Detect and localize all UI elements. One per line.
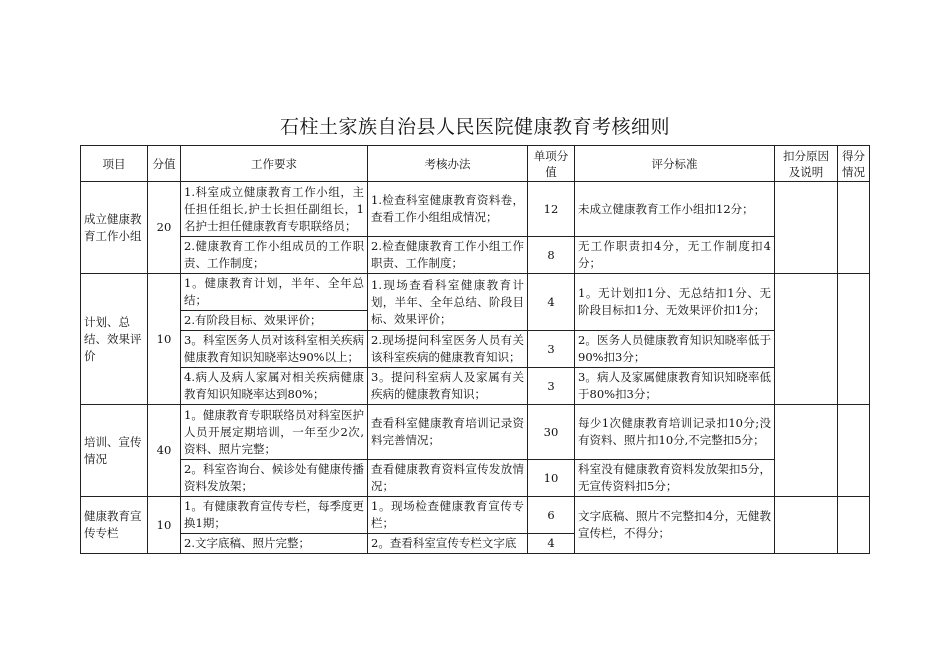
item-score-cell: 4 bbox=[528, 274, 575, 331]
deduction-reason-cell bbox=[775, 405, 838, 497]
requirement-cell: 2。科室咨询台、候诊处有健康传播资料发放架； bbox=[181, 460, 368, 497]
standard-cell: 科室没有健康教育资料发放架扣5分，无宣传资料扣5分； bbox=[575, 460, 775, 497]
method-cell: 查看科室健康教育培训记录资料完善情况； bbox=[368, 405, 528, 460]
item-score-cell: 10 bbox=[528, 460, 575, 497]
requirement-cell: 3。科室医务人员对该科室相关疾病健康教育知识知晓率达90%以上； bbox=[181, 331, 368, 368]
table-row bbox=[81, 182, 870, 237]
method-cell: 1。现场检查健康教育宣传专栏； bbox=[368, 497, 528, 534]
method-cell: 2。查看科室宣传专栏文字底 bbox=[368, 534, 528, 554]
header-method: 考核办法 bbox=[368, 146, 528, 182]
item-score-cell: 4 bbox=[528, 534, 575, 554]
header-item-score: 单项分值 bbox=[528, 146, 575, 182]
item-score-cell: 30 bbox=[528, 405, 575, 460]
item-score-cell: 6 bbox=[528, 497, 575, 534]
table-row bbox=[81, 368, 870, 405]
method-cell: 1.现场查看科室健康教育计划，半年、全年总结、阶段目标、效果评价； bbox=[368, 274, 528, 331]
project-cell: 成立健康教育工作小组 bbox=[81, 182, 148, 274]
method-cell: 3。提问科室病人及家属有关疾病的健康教育知识； bbox=[368, 368, 528, 405]
requirement-cell: 2.文字底稿、照片完整； bbox=[181, 534, 368, 554]
requirement-cell: 2.有阶段目标、效果评价； bbox=[181, 311, 368, 331]
requirement-cell: 1。健康教育专职联络员对科室医护人员开展定期培训，一年至少2次,资料、照片完整； bbox=[181, 405, 368, 460]
item-score-cell: 8 bbox=[528, 237, 575, 274]
requirement-cell: 2.健康教育工作小组成员的工作职责、工作制度； bbox=[181, 237, 368, 274]
header-deduction-reason: 扣分原因及说明 bbox=[775, 146, 838, 182]
table-row bbox=[81, 237, 870, 274]
result-cell bbox=[838, 274, 870, 405]
project-cell: 培训、宣传情况 bbox=[81, 405, 148, 497]
header-project: 项目 bbox=[81, 146, 148, 182]
method-cell: 查看健康教育资料宣传发放情况； bbox=[368, 460, 528, 497]
requirement-cell: 1.科室成立健康教育工作小组，主任担任组长,护士长担任副组长，1名护士担任健康教育专职联络员； bbox=[181, 182, 368, 237]
result-cell bbox=[838, 182, 870, 274]
standard-cell: 未成立健康教育工作小组扣12分； bbox=[575, 182, 775, 237]
document-title: 石柱土家族自治县人民医院健康教育考核细则 bbox=[279, 116, 670, 138]
item-score-cell: 12 bbox=[528, 182, 575, 237]
result-cell bbox=[838, 497, 870, 554]
standard-cell: 3。病人及家属健康教育知识知晓率低于80%扣3分； bbox=[575, 368, 775, 405]
result-cell bbox=[838, 405, 870, 497]
header-standard: 评分标准 bbox=[575, 146, 775, 182]
project-cell: 计划、总结、效果评价 bbox=[81, 274, 148, 405]
standard-cell: 无工作职责扣4分，无工作制度扣4分； bbox=[575, 237, 775, 274]
score-cell: 40 bbox=[148, 405, 181, 497]
table-row bbox=[81, 274, 870, 311]
score-cell: 10 bbox=[148, 274, 181, 405]
table-row bbox=[81, 497, 870, 534]
standard-cell: 文字底稿、照片不完整扣4分，无健教宣传栏，不得分； bbox=[575, 497, 775, 554]
table-row bbox=[81, 460, 870, 497]
requirement-cell: 1。健康教育计划，半年、全年总结； bbox=[181, 274, 368, 311]
score-cell: 10 bbox=[148, 497, 181, 554]
table-row bbox=[81, 405, 870, 460]
standard-cell: 每少1次健康教育培训记录扣10分;没有资料、照片扣10分,不完整扣5分； bbox=[575, 405, 775, 460]
method-cell: 2.现场提问科室医务人员有关该科室疾病的健康教育知识； bbox=[368, 331, 528, 368]
item-score-cell: 3 bbox=[528, 331, 575, 368]
requirement-cell: 1。有健康教育宣传专栏，每季度更换1期； bbox=[181, 497, 368, 534]
deduction-reason-cell bbox=[775, 497, 838, 554]
assessment-table bbox=[80, 145, 870, 554]
header-row bbox=[81, 146, 870, 182]
deduction-reason-cell bbox=[775, 274, 838, 405]
score-cell: 20 bbox=[148, 182, 181, 274]
table-row bbox=[81, 331, 870, 368]
deduction-reason-cell bbox=[775, 182, 838, 274]
method-cell: 1.检查科室健康教育资料卷，查看工作小组组成情况； bbox=[368, 182, 528, 237]
item-score-cell: 3 bbox=[528, 368, 575, 405]
project-cell: 健康教育宣传专栏 bbox=[81, 497, 148, 554]
requirement-cell: 4.病人及病人家属对相关疾病健康教育知识知晓率达到80%； bbox=[181, 368, 368, 405]
method-cell: 2.检查健康教育工作小组工作职责、工作制度； bbox=[368, 237, 528, 274]
standard-cell: 1。无计划扣1分、无总结扣1分、无阶段目标扣1分、无效果评价扣1分； bbox=[575, 274, 775, 331]
header-requirement: 工作要求 bbox=[181, 146, 368, 182]
header-result: 得分情况 bbox=[838, 146, 870, 182]
standard-cell: 2。医务人员健康教育知识知晓率低于90%扣3分； bbox=[575, 331, 775, 368]
header-score: 分值 bbox=[148, 146, 181, 182]
